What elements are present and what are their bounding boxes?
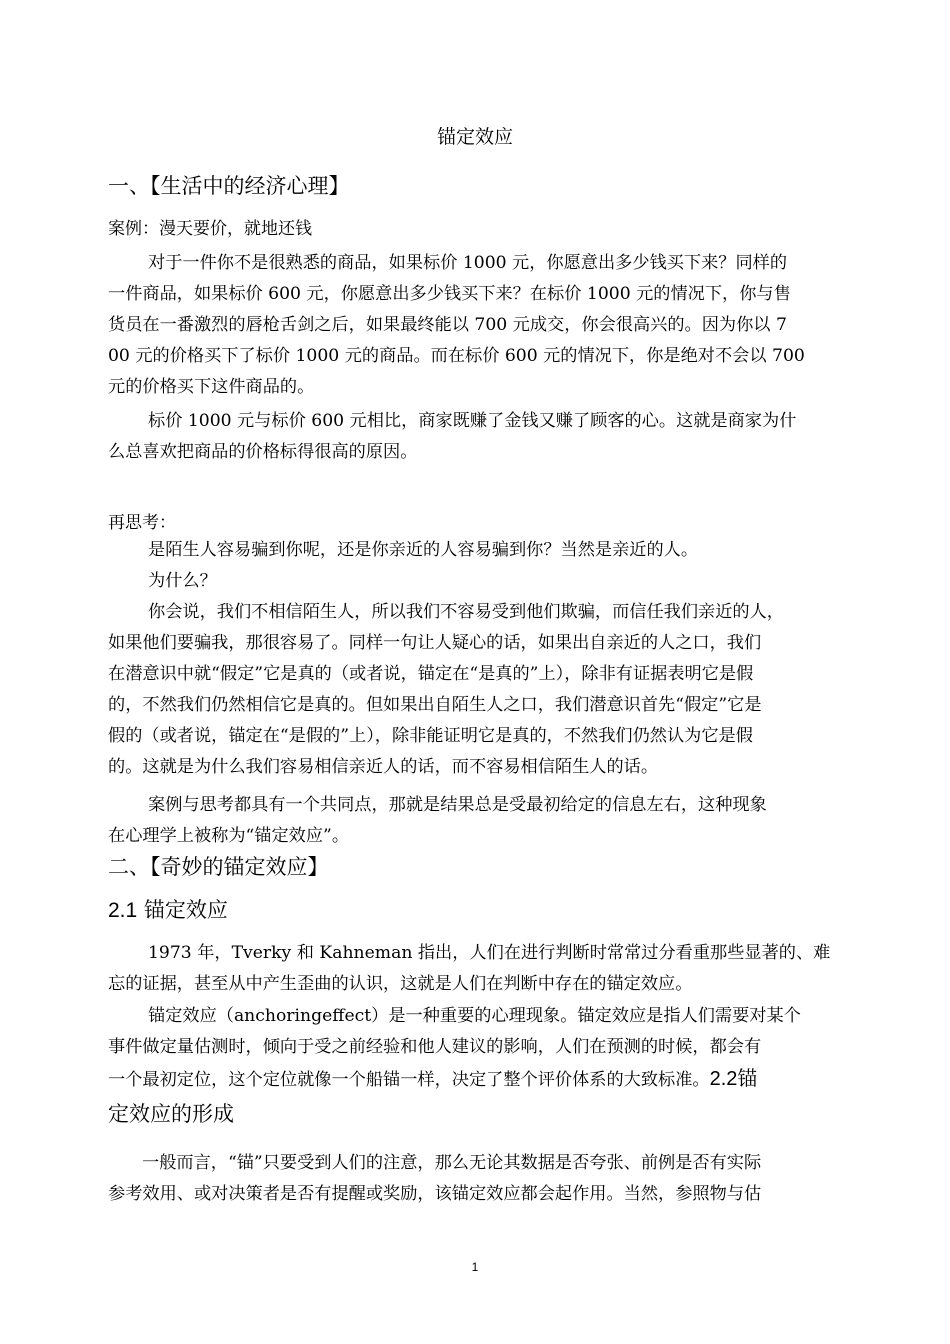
paragraph-6 (108, 790, 842, 852)
paragraph-line: 在心理学上被称为“锚定效应”。 (108, 826, 350, 846)
paragraph-2 (108, 406, 842, 468)
section-2-heading: 二、【奇妙的锚定效应】 (108, 855, 329, 879)
paragraph-line: 对于一件你不是很熟悉的商品，如果标价 1000 元，你愿意出多少钱买下来？同样的 (148, 253, 788, 273)
paragraph-line: 参考效用、或对决策者是否有提醒或奖励，该锚定效应都会起作用。当然，参照物与估 (108, 1184, 762, 1204)
subsection-2-1-heading (108, 894, 228, 924)
paragraph-line: 案例与思考都具有一个共同点，那就是结果总是受最初给定的信息左右，这种现象 (148, 795, 767, 815)
subsection-title: 锚定效应 (143, 898, 228, 922)
paragraph-line: 么总喜欢把商品的价格标得很高的原因。 (108, 442, 418, 462)
paragraph-8 (108, 1001, 842, 1096)
paragraph-line: 货员在一番激烈的唇枪舌剑之后，如果最终能以 700 元成交，你会很高兴的。因为你以 7 (108, 315, 787, 335)
paragraph-line: 如果他们要骗我，那很容易了。同样一句让人疑心的话，如果出自亲近的人之口，我们 (108, 633, 762, 653)
paragraph-line: 1973 年，Tverky 和 Kahneman 指出，人们在进行判断时常常过分看重那些显著的、难 (148, 943, 831, 963)
paragraph-line: 的。这就是为什么我们容易相信亲近人的话，而不容易相信陌生人的话。 (108, 757, 659, 777)
paragraph-line: 的，不然我们仍然相信它是真的。但如果出自陌生人之口，我们潜意识首先“假定”它是 (108, 695, 762, 715)
paragraph-line: 忘的证据，甚至从中产生歪曲的认识，这就是人们在判断中存在的锚定效应。 (108, 974, 693, 994)
paragraph-line (108, 1063, 842, 1096)
subsection-2-2-title-start: 锚 (737, 1066, 758, 1090)
subsection-number: 2.1 (108, 899, 138, 922)
think-label: 再思考： (108, 513, 176, 533)
paragraph-line: 一件商品，如果标价 600 元，你愿意出多少钱买下来？在标价 1000 元的情况下，你与售 (108, 284, 791, 304)
paragraph-line: 在潜意识中就“假定”它是真的（或者说，锚定在“是真的”上），除非有证据表明它是假 (108, 664, 754, 684)
paragraph-line: 标价 1000 元与标价 600 元相比，商家既赚了金钱又赚了顾客的心。这就是商家为什 (148, 411, 797, 431)
subsection-2-2-heading (108, 1098, 234, 1128)
document-title: 锚定效应 (436, 126, 513, 148)
paragraph-line: 元的价格买下这件商品的。 (108, 377, 315, 397)
paragraph-4 (108, 566, 842, 597)
section-1-heading: 一、【生活中的经济心理】 (108, 174, 350, 198)
paragraph-1 (108, 248, 842, 403)
paragraph-line: 假的（或者说，锚定在“是假的”上），除非能证明它是真的，不然我们仍然认为它是假 (108, 726, 753, 746)
page-number: 1 (471, 1260, 479, 1274)
paragraph-line: 事件做定量估测时，倾向于受之前经验和他人建议的影响，人们在预测的时候，都会有 (108, 1037, 762, 1057)
paragraph-3 (108, 535, 842, 566)
paragraph-line: 是陌生人容易骗到你呢，还是你亲近的人容易骗到你？当然是亲近的人。 (148, 540, 699, 560)
paragraph-7 (108, 938, 842, 1000)
case-label: 案例：漫天要价，就地还钱 (108, 219, 312, 239)
paragraph-line: 一般而言，“锚”只要受到人们的注意，那么无论其数据是否夸张、前例是否有实际 (142, 1153, 762, 1173)
paragraph-line: 00 元的价格买下了标价 1000 元的商品。而在标价 600 元的情况下，你是绝对不会以 700 (108, 346, 805, 366)
subsection-2-2-number: 2.2 (709, 1068, 738, 1090)
paragraph-line: 你会说，我们不相信陌生人，所以我们不容易受到他们欺骗，而信任我们亲近的人， (148, 602, 784, 622)
paragraph-9 (108, 1148, 842, 1210)
paragraph-5 (108, 597, 842, 783)
paragraph-line: 为什么？ (148, 571, 217, 591)
paragraph-line: 锚定效应（anchoringeffect）是一种重要的心理现象。锚定效应是指人们需要对某个 (148, 1006, 801, 1026)
paragraph-line-text: 一个最初定位，这个定位就像一个船锚一样，决定了整个评价体系的大致标准。 (108, 1070, 710, 1090)
subsection-title: 定效应的形成 (108, 1102, 234, 1126)
